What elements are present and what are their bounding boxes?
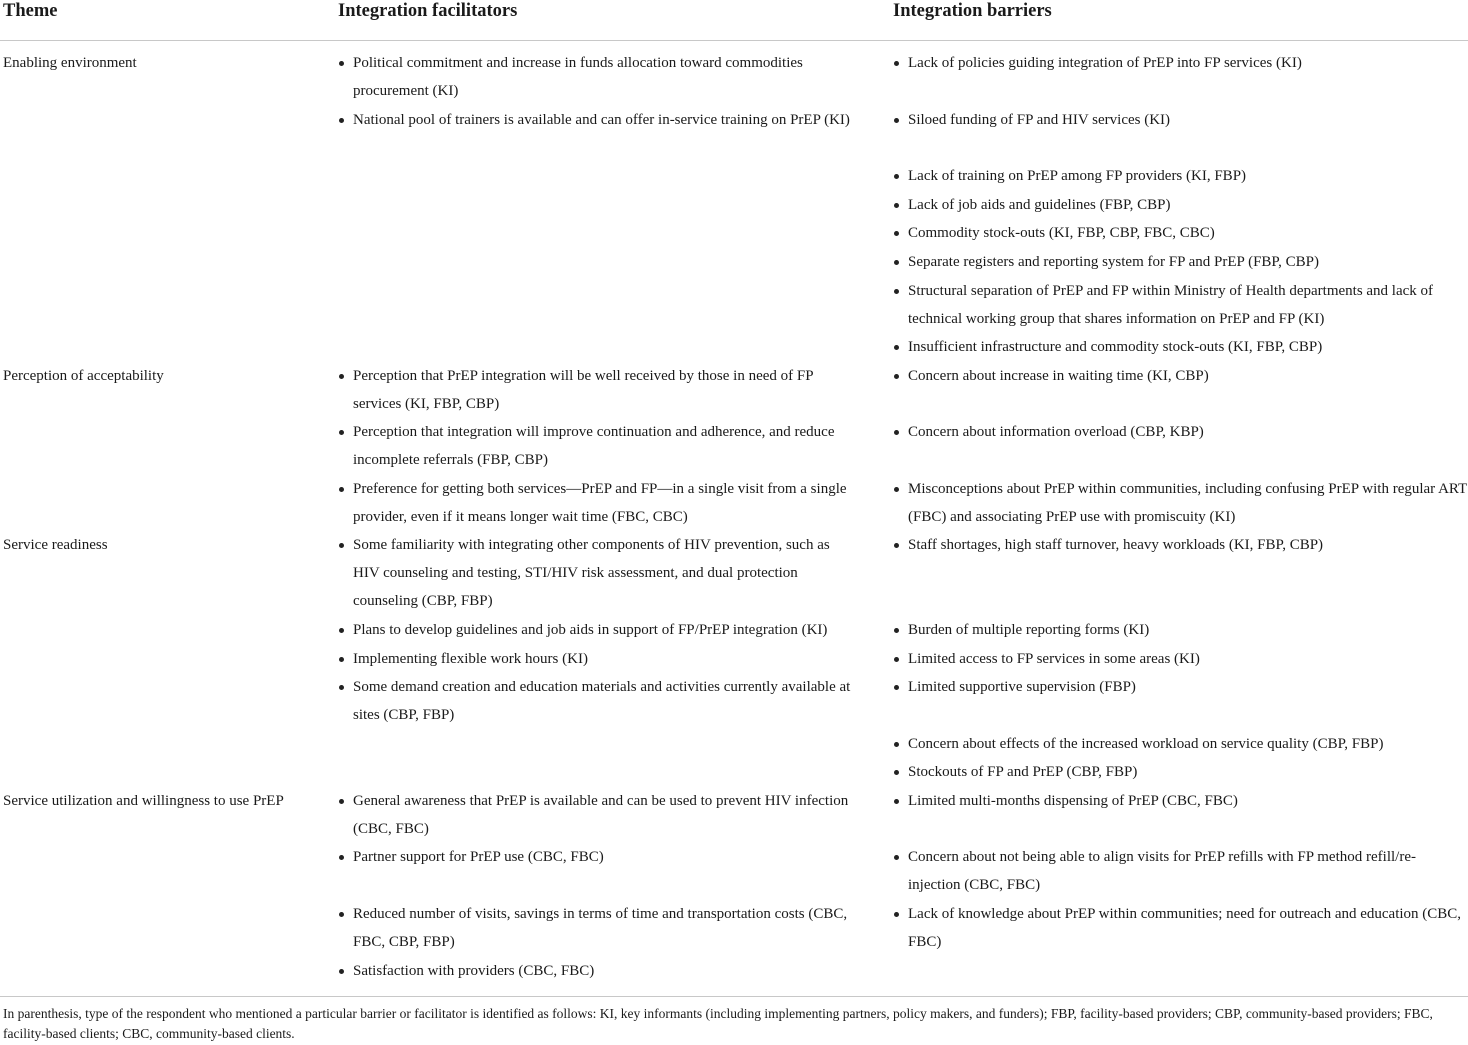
barrier-item: Lack of policies guiding integration of PrEP into FP services (KI) [908,49,1468,77]
barrier-item: Concern about information overload (CBP, KBP) [908,418,1468,446]
facilitator-item: Partner support for PrEP use (CBC, FBC) [353,843,853,871]
barrier-item: Misconceptions about PrEP within communities, including confusing PrEP with regular ART (FBC) and associating PrEP use with promiscuity (KI) [908,475,1468,531]
facilitator-item: Some familiarity with integrating other components of HIV prevention, such as HIV counseling and testing, STI/HIV risk assessment, and dual protection counseling (CBP, FBP) [353,531,853,615]
theme-service-readiness: Service readiness [3,537,108,553]
barrier-item: Concern about not being able to align visits for PrEP refills with FP method refill/re-injection (CBC, FBC) [908,843,1468,899]
facilitator-item: Political commitment and increase in funds allocation toward commodities procurement (KI) [353,49,853,105]
barrier-item: Limited access to FP services in some areas (KI) [908,645,1468,673]
barrier-item: Limited multi-months dispensing of PrEP (CBC, FBC) [908,787,1468,815]
facilitator-item: Satisfaction with providers (CBC, FBC) [353,957,853,985]
header-facilitators: Integration facilitators [338,1,518,21]
header-theme: Theme [3,1,58,21]
barrier-item: Limited supportive supervision (FBP) [908,673,1468,701]
facilitator-item: National pool of trainers is available and can offer in-service training on PrEP (KI) [353,106,853,134]
barrier-item: Lack of knowledge about PrEP within communities; need for outreach and education (CBC, FBC) [908,900,1468,956]
facilitator-item: Some demand creation and education materials and activities currently available at sites (CBP, FBP) [353,673,853,729]
facilitator-item: Implementing flexible work hours (KI) [353,645,853,673]
theme-enabling-environment: Enabling environment [3,55,137,71]
barrier-item: Stockouts of FP and PrEP (CBP, FBP) [908,758,1468,786]
barrier-item: Lack of job aids and guidelines (FBP, CBP) [908,191,1468,219]
header-barriers: Integration barriers [893,1,1052,21]
facilitator-item: Perception that PrEP integration will be well received by those in need of FP services (KI, FBP, CBP) [353,362,853,418]
barrier-item: Insufficient infrastructure and commodity stock-outs (KI, FBP, CBP) [908,333,1468,361]
barrier-item: Commodity stock-outs (KI, FBP, CBP, FBC, CBC) [908,219,1468,247]
barrier-item: Burden of multiple reporting forms (KI) [908,616,1468,644]
barrier-item: Lack of training on PrEP among FP providers (KI, FBP) [908,162,1468,190]
facilitator-item: Preference for getting both services—PrEP and FP—in a single visit from a single provider, even if it means longer wait time (FBC, CBC) [353,475,853,531]
barrier-item: Separate registers and reporting system for FP and PrEP (FBP, CBP) [908,248,1468,276]
facilitator-item: Reduced number of visits, savings in terms of time and transportation costs (CBC, FBC, CBP, FBP) [353,900,853,956]
barrier-item: Staff shortages, high staff turnover, heavy workloads (KI, FBP, CBP) [908,531,1468,559]
theme-service-utilization: Service utilization and willingness to use PrEP [3,793,284,809]
footnote-text: In parenthesis, type of the respondent who mentioned a particular barrier or facilitator is identified as follows: KI, key informants (including implementing partners, policy makers, and funders); FBP, facility-based providers; CBP, community-based providers; FBC, facility-based clients; CBC, community-based clients. [3,1006,1433,1041]
barrier-item: Concern about effects of the increased workload on service quality (CBP, FBP) [908,730,1468,758]
barrier-item: Siloed funding of FP and HIV services (KI) [908,106,1468,134]
table-header [0,0,1468,41]
table-footnote [0,996,1468,1045]
theme-perception-of-acceptability: Perception of acceptability [3,368,164,384]
barrier-item: Structural separation of PrEP and FP within Ministry of Health departments and lack of technical working group that shares information on PrEP and FP (KI) [908,277,1468,333]
facilitator-item: Perception that integration will improve continuation and adherence, and reduce incomplete referrals (FBP, CBP) [353,418,853,474]
facilitator-item: General awareness that PrEP is available and can be used to prevent HIV infection (CBC, FBC) [353,787,853,843]
barrier-item: Concern about increase in waiting time (KI, CBP) [908,362,1468,390]
facilitator-item: Plans to develop guidelines and job aids in support of FP/PrEP integration (KI) [353,616,853,644]
